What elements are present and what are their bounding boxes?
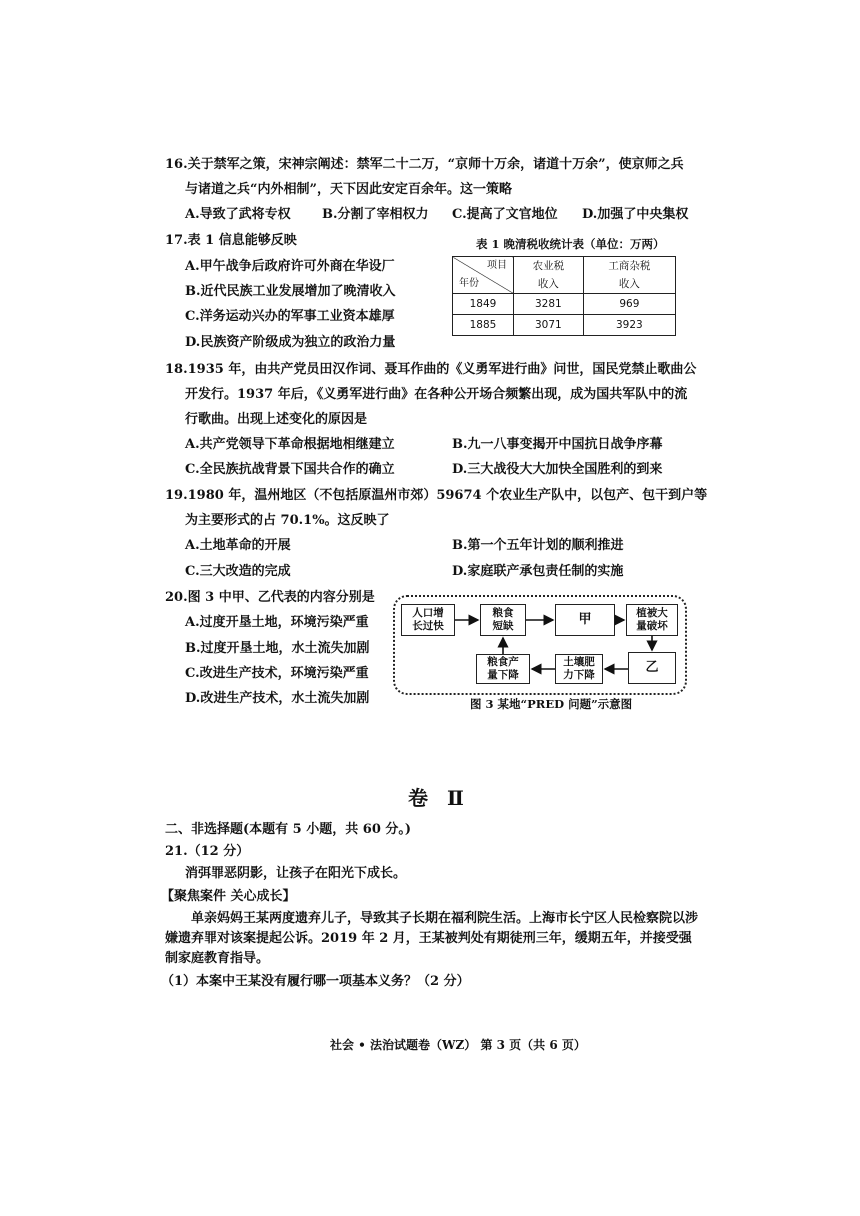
col2-header-2: 收入 xyxy=(583,275,675,294)
row2-year: 1885 xyxy=(453,315,514,336)
node-vegetation-destroyed: 植被大 量破坏 xyxy=(626,604,678,636)
node-population: 人口增 长过快 xyxy=(401,604,455,636)
col1-header-2: 收入 xyxy=(514,275,584,294)
node-soil-fertility: 土壤肥 力下降 xyxy=(555,654,603,684)
node-grain-output-drop: 粮食产 量下降 xyxy=(476,654,530,684)
q16-option-c: C.提高了文官地位 xyxy=(452,207,558,222)
row1-comm: 969 xyxy=(583,294,675,315)
q20-option-d: D.改进生产技术，水土流失加剧 xyxy=(185,691,370,706)
q16-option-b: B.分割了宰相权力 xyxy=(322,207,429,222)
q17-option-b: B.近代民族工业发展增加了晚清收入 xyxy=(185,284,396,299)
q16-stem-line1: 16.关于禁军之策，宋神宗阐述：禁军二十二万，“京师十万余，诸道十万余”，使京师之兵 xyxy=(165,157,684,172)
row1-year: 1849 xyxy=(453,294,514,315)
table-corner-cell xyxy=(453,257,514,294)
q21-heading: 21.（12 分） xyxy=(165,844,250,859)
case-paragraph: 单亲妈妈王某两度遗弃儿子，导致其子长期在福利院生活。上海市长宁区人民检察院以涉嫌遗弃罪对该案提起公诉。2019 年 2 月，王某被判处有期徒刑三年，缓期五年，并接受强制家庭教育指导。 xyxy=(165,911,699,967)
focus-title: 【聚焦案件 关心成长】 xyxy=(161,889,296,904)
tax-table xyxy=(452,256,676,336)
table-row xyxy=(453,294,676,315)
q18-option-c: C.全民族抗战背景下国共合作的确立 xyxy=(185,462,395,477)
q19-option-a: A.土地革命的开展 xyxy=(185,538,291,553)
row1-agri: 3281 xyxy=(514,294,584,315)
corner-top-label: 项目 xyxy=(487,260,507,271)
q19-stem-line1: 19.1980 年，温州地区（不包括原温州市郊）59674 个农业生产队中，以包产、包干到户等 xyxy=(165,488,708,503)
q18-option-d: D.三大战役大大加快全国胜利的到来 xyxy=(452,462,663,477)
node-grain-shortage: 粮食 短缺 xyxy=(480,604,526,636)
q17-option-c: C.洋务运动兴办的军事工业资本雄厚 xyxy=(185,309,395,324)
q18-stem-line3: 行歌曲。出现上述变化的原因是 xyxy=(185,412,368,427)
q18-stem-line1: 18.1935 年，由共产党员田汉作词、聂耳作曲的《义勇军进行曲》问世，国民党禁止歌曲公 xyxy=(165,362,697,377)
row2-agri: 3071 xyxy=(514,315,584,336)
q18-option-a: A.共产党领导下革命根据地相继建立 xyxy=(185,437,395,452)
q20-option-a: A.过度开垦土地，环境污染严重 xyxy=(185,615,369,630)
q19-option-b: B.第一个五年计划的顺利推进 xyxy=(452,538,624,553)
q19-stem-line2: 为主要形式的占 70.1%。这反映了 xyxy=(185,513,390,528)
q16-stem-line2: 与诸道之兵“内外相制”，天下因此安定百余年。这一策略 xyxy=(185,182,512,197)
section-heading: 二、非选择题(本题有 5 小题，共 60 分。) xyxy=(165,822,412,837)
part2-title: 卷 Ⅱ xyxy=(408,786,470,810)
q21-sub1: （1）本案中王某没有履行哪一项基本义务？（2 分） xyxy=(161,974,470,989)
node-yi: 乙 xyxy=(628,652,676,684)
corner-bottom-label: 年份 xyxy=(459,277,479,289)
node-jia: 甲 xyxy=(555,604,615,636)
col2-header-1: 工商杂税 xyxy=(583,257,675,276)
q17-option-d: D.民族资产阶级成为独立的政治力量 xyxy=(185,335,396,350)
q20-option-b: B.过度开垦土地，水土流失加剧 xyxy=(185,641,370,656)
diagram-caption: 图 3 某地“PRED 问题”示意图 xyxy=(470,697,633,711)
row2-comm: 3923 xyxy=(583,315,675,336)
table-row xyxy=(453,315,676,336)
q17-option-a: A.甲午战争后政府许可外商在华设厂 xyxy=(185,259,395,274)
q18-stem-line2: 开发行。1937 年后，《义勇军进行曲》在各种公开场合频繁出现，成为国共军队中的流 xyxy=(185,387,688,402)
q19-option-c: C.三大改造的完成 xyxy=(185,564,291,579)
page-footer: 社会 • 法治试题卷（WZ） 第 3 页（共 6 页） xyxy=(330,1038,586,1052)
q19-option-d: D.家庭联产承包责任制的实施 xyxy=(452,564,624,579)
q21-intro: 消弭罪恶阴影，让孩子在阳光下成长。 xyxy=(185,866,407,881)
col1-header-1: 农业税 xyxy=(514,257,584,276)
q20-stem: 20.图 3 中甲、乙代表的内容分别是 xyxy=(165,590,375,605)
q20-option-c: C.改进生产技术，环境污染严重 xyxy=(185,666,369,681)
q18-option-b: B.九一八事变揭开中国抗日战争序幕 xyxy=(452,437,663,452)
q16-option-a: A.导致了武将专权 xyxy=(185,207,291,222)
q16-option-d: D.加强了中央集权 xyxy=(582,207,689,222)
table-caption: 表 1 晚清税收统计表（单位：万两） xyxy=(476,237,665,251)
q17-stem: 17.表 1 信息能够反映 xyxy=(165,233,297,248)
